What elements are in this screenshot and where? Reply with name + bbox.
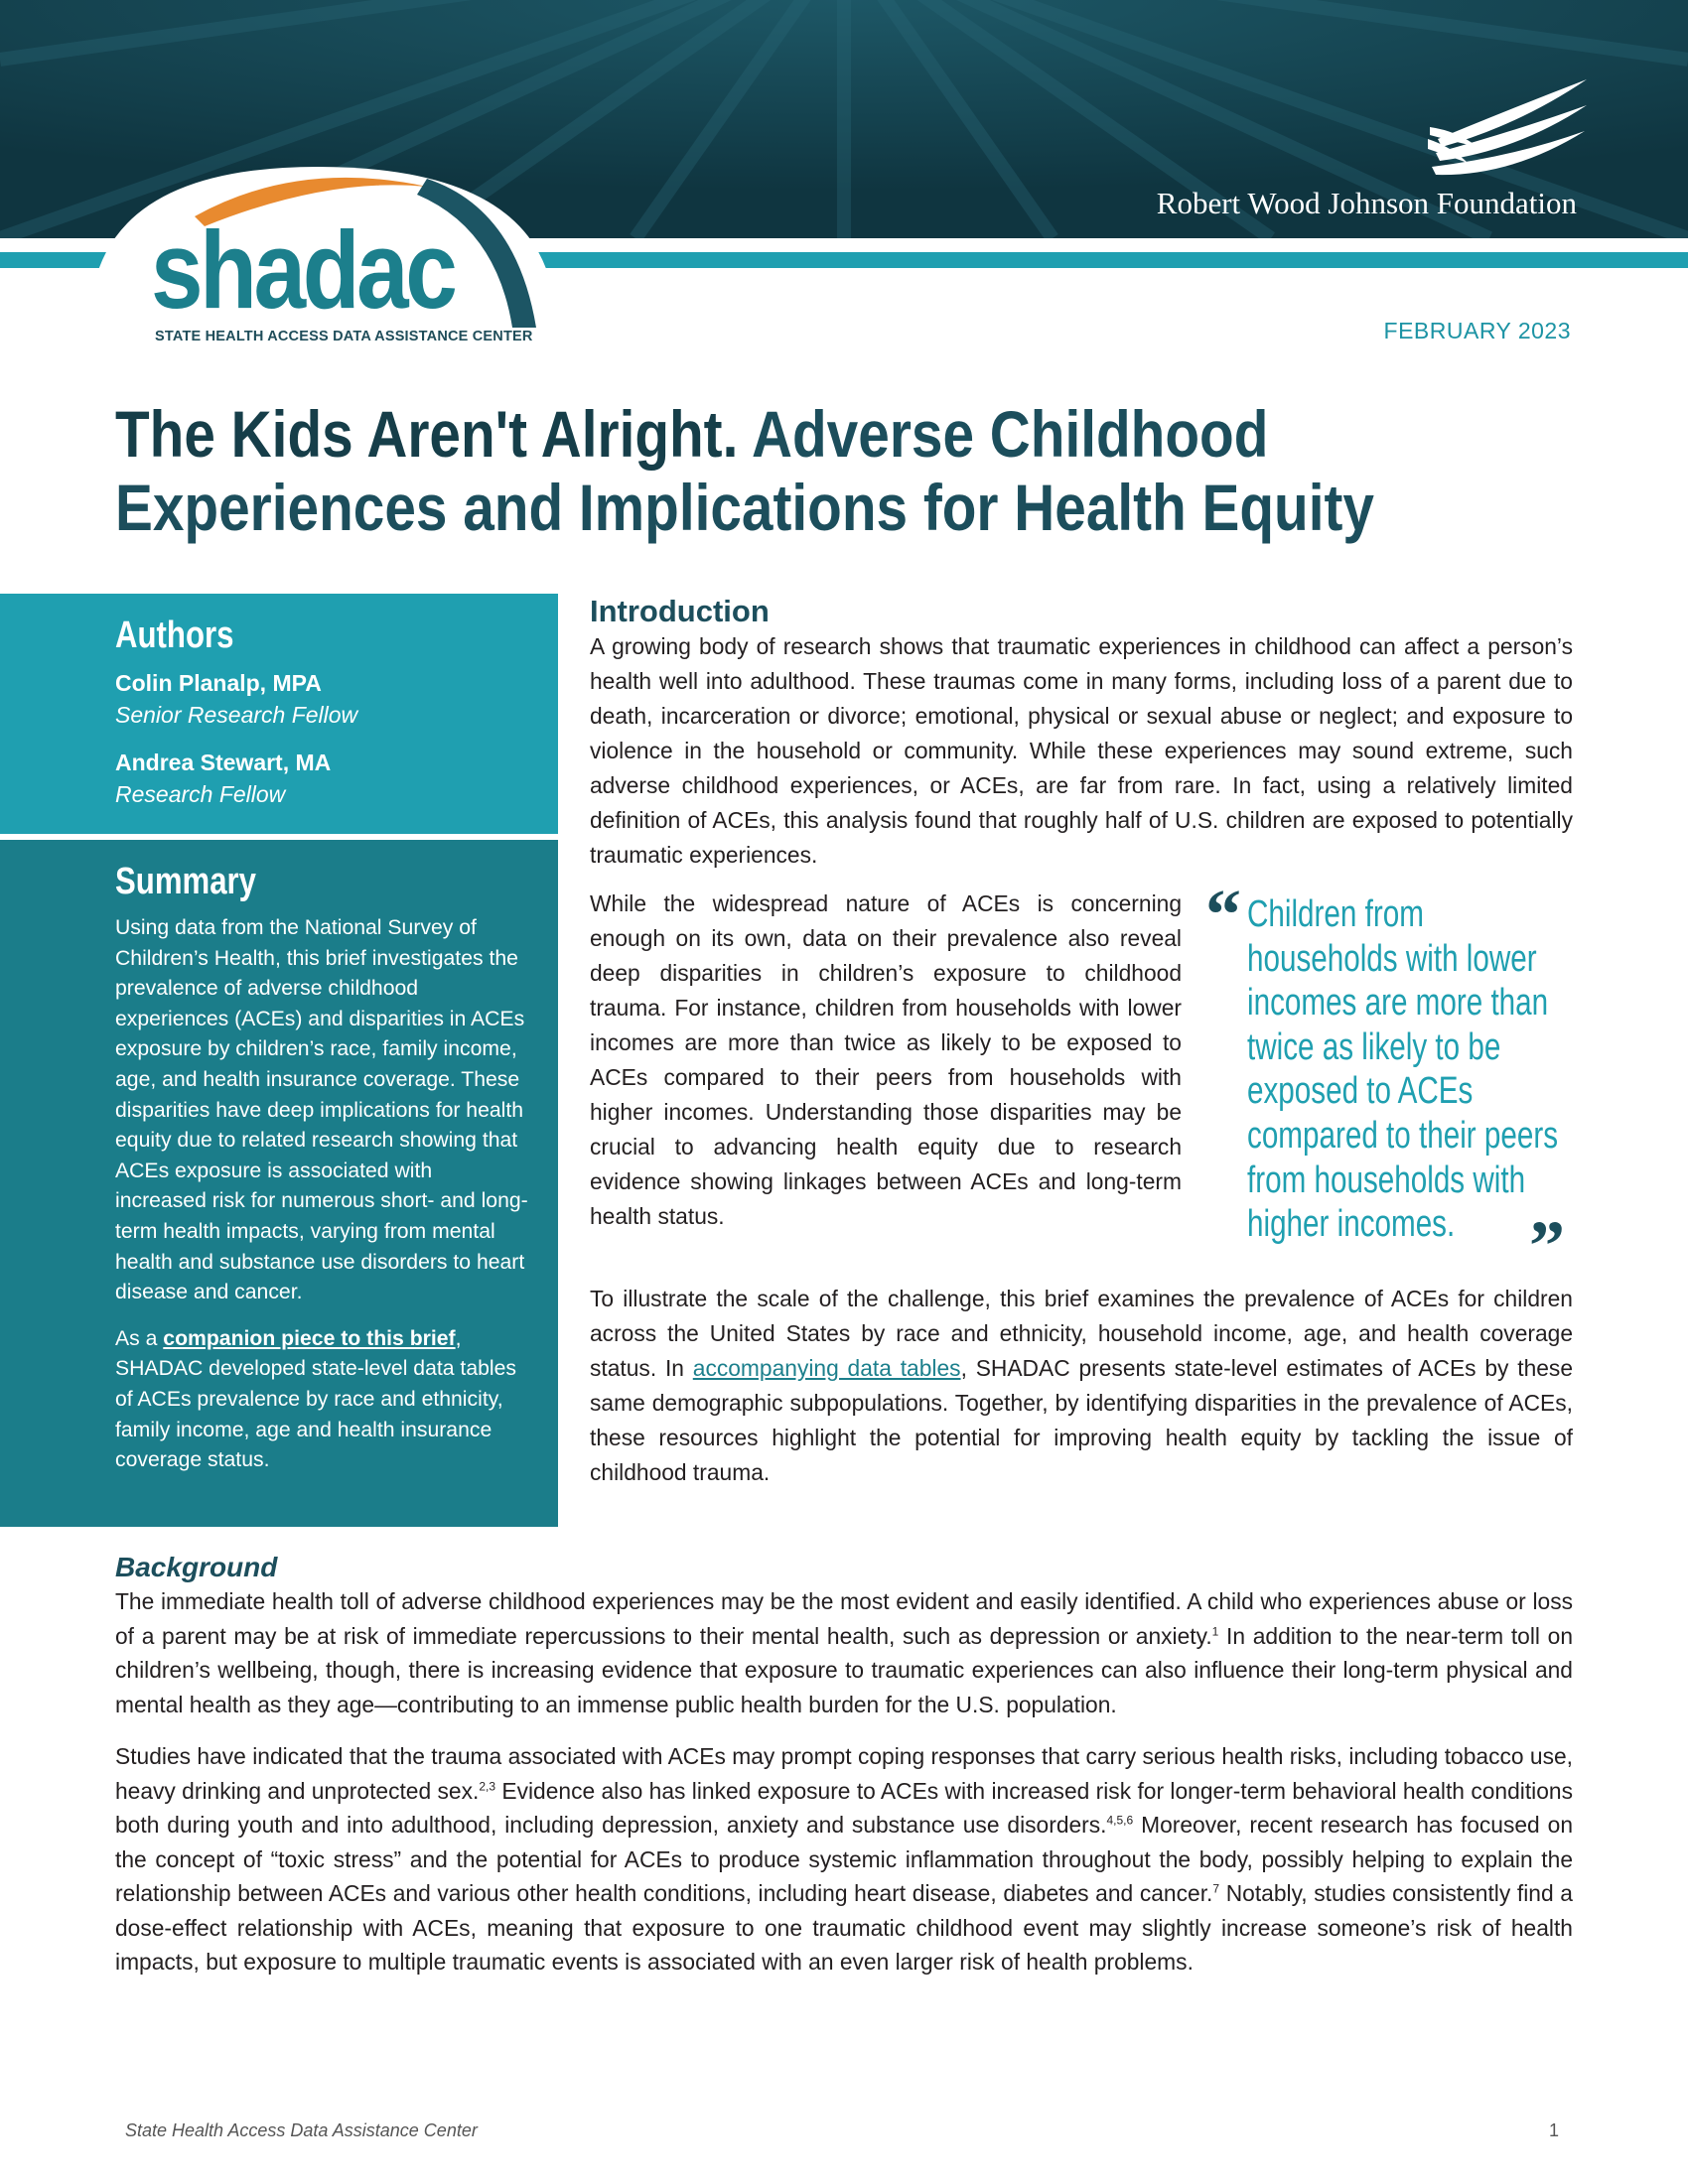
companion-piece-link[interactable]: companion piece to this brief	[163, 1326, 456, 1350]
footnote-ref: 2,3	[479, 1778, 496, 1793]
intro-paragraph: While the widespread nature of ACEs is concerning enough on its own, data on their prevalence also reveal deep disparities in children’s exposure to childhood trauma. For instance, children from households with lower incomes are more than twice as likely to be exposed to ACEs compared to their peers from households with higher incomes. Understanding those disparities may be crucial to advancing health equity due to research evidence showing linkages between ACEs and long-term health status.	[590, 890, 1182, 1229]
background-text: Notably, studies consistently find a dose-effect relationship with ACEs, meaning that exposure to one traumatic childhood event may slightly increase someone’s risk of health impacts, but exposure to multiple traumatic events is associated with an even larger risk of health problems.	[115, 1880, 1573, 1975]
summary-heading: Summary	[115, 861, 257, 902]
data-tables-link[interactable]: accompanying data tables	[692, 1355, 961, 1381]
introduction-heading: Introduction	[590, 594, 770, 628]
summary-paragraph	[115, 1324, 528, 1476]
background-text: Studies have indicated that the trauma associated with ACEs may prompt coping responses that carry serious health risks, including tobacco use, heavy drinking and unprotected sex.	[115, 1743, 1573, 1804]
summary-paragraph: Using data from the National Survey of Children’s Health, this brief investigates the prevalence of adverse childhood experiences (ACEs) and disparities in ACEs exposure by children’s race, family income, age, and health insurance coverage. These disparities have deep implications for health equity due to related research showing that ACEs exposure is associated with increased risk for numerous short- and long-term health impacts, varying from mental health and substance use disorders to heart disease and cancer.	[115, 916, 528, 1304]
background-text: Evidence also has linked exposure to ACEs with increased risk for longer-term behavioral health conditions both during youth and into adulthood, including depression, anxiety and substance use disorders.	[115, 1777, 1573, 1838]
footnote-ref: 1	[1211, 1623, 1219, 1638]
background-text: Moreover, recent research has focused on the concept of “toxic stress” and the potential for ACEs to produce systemic inflammation throughout the body, possibly helping to explain the relationship between ACEs and various other health conditions, including heart disease, diabetes and cancer.	[115, 1812, 1573, 1906]
background-paragraph	[115, 1739, 1573, 1979]
footnote-ref: 4,5,6	[1106, 1813, 1134, 1828]
background-text: In addition to the near-term toll on children’s wellbeing, though, there is increasing evidence that exposure to traumatic experiences can also influence their long-term physical and mental health as they age—contributing to an immense public health burden for the U.S. population.	[115, 1622, 1574, 1717]
summary-panel	[0, 840, 558, 1527]
page-number: 1	[1548, 2120, 1559, 2140]
title-bold: The Kids Aren't Alright.	[115, 397, 739, 471]
main-column	[590, 594, 1573, 1504]
background-section	[115, 1551, 1573, 1997]
footnote-ref: 7	[1212, 1881, 1220, 1896]
intro-text: To illustrate the scale of the challenge, this brief examines the prevalence of ACEs for children across the United States by race and ethnicity, household income, age, and health coverage status. In	[590, 1286, 1573, 1381]
intro-mid-section	[590, 875, 1573, 1286]
page-header	[0, 0, 1688, 344]
intro-mid-text	[590, 887, 1182, 1248]
pull-quote	[1205, 875, 1573, 1286]
background-text: The immediate health toll of adverse childhood experiences may be the most evident and easily identified. A child who experiences abuse or loss of a parent may be at risk of immediate repercussions to their mental health, such as depression or anxiety.	[115, 1588, 1573, 1649]
page-title	[115, 397, 1379, 544]
background-paragraph	[115, 1584, 1573, 1721]
authors-heading: Authors	[115, 614, 234, 656]
authors-panel	[0, 594, 558, 834]
shadac-logo-subtitle: STATE HEALTH ACCESS DATA ASSISTANCE CENTER	[155, 329, 533, 344]
footer-org: State Health Access Data Assistance Center	[125, 2120, 478, 2140]
publication-date: FEBRUARY 2023	[1383, 318, 1571, 343]
background-heading: Background	[115, 1552, 278, 1582]
author-name: Andrea Stewart, MA	[115, 750, 332, 775]
author-role: Senior Research Fellow	[115, 702, 358, 728]
foundation-name: Robert Wood Johnson Foundation	[1156, 186, 1577, 220]
summary-text: , SHADAC developed state-level data tables of ACEs prevalence by race and ethnicity, family income, age and health insurance coverage status.	[115, 1326, 516, 1472]
pull-quote-text: Children from households with lower incomes are more than twice as likely to be exposed to ACEs compared to their peers from households with higher incomes.	[1247, 893, 1559, 1246]
close-quote-icon: ”	[1529, 1206, 1565, 1286]
title-rest: Adverse Childhood Experiences and Implications for Health Equity	[115, 397, 1374, 544]
open-quote-icon: “	[1205, 875, 1241, 954]
summary-text: As a	[115, 1326, 164, 1350]
intro-paragraph: A growing body of research shows that traumatic experiences in childhood can affect a person’s health well into adulthood. These traumas come in many forms, including loss of a parent due to death, incarceration or divorce; emotional, physical or sexual abuse or neglect; and exposure to violence in the household or community. While these experiences may sound extreme, such adverse childhood experiences, or ACEs, are far from rare. In fact, using a relatively limited definition of ACEs, this analysis found that roughly half of U.S. children are exposed to potentially traumatic experiences.	[590, 633, 1573, 868]
intro-paragraph	[590, 1282, 1573, 1490]
intro-text: , SHADAC presents state-level estimates of ACEs by these same demographic subpopulations. Together, by identifying disparities in the prevalence of ACEs, these resources highlight the potential for improving health equity by tackling the issue of childhood trauma.	[590, 1355, 1573, 1485]
author-role: Research Fellow	[115, 781, 286, 807]
shadac-logo: shadac	[151, 209, 455, 332]
author-name: Colin Planalp, MPA	[115, 670, 322, 696]
